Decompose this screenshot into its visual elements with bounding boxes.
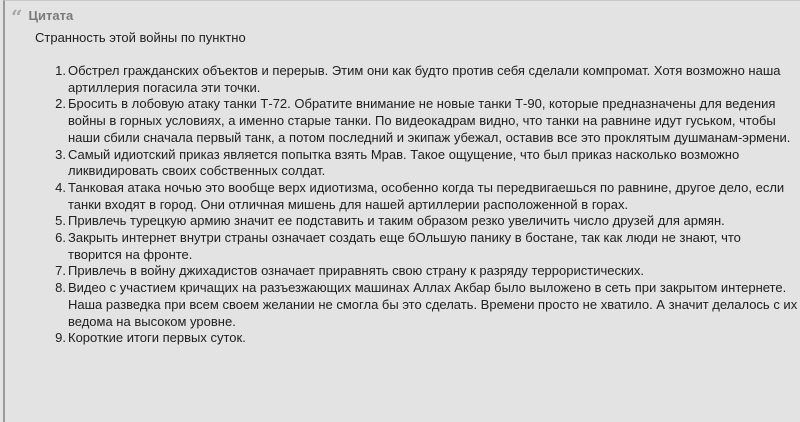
quote-intro: Странность этой войны по пунктно	[35, 30, 246, 45]
item-number: 7.	[55, 263, 66, 279]
item-number: 6.	[55, 230, 66, 246]
item-text: Короткие итоги первых суток.	[68, 330, 246, 346]
list-item	[55, 330, 798, 347]
item-text: Бросить в лобовую атаку танки Т-72. Обратите внимание не новые танки Т-90, которые предназначены для ведения войны в горных условиях, а именно старые танки. По видеокадрам видно, что танки на равнине идут гуськом, чтобы наши сбили сначала первый танк, а потом последний и экипаж убежал, оставив все это проклятым душманам-эрмени.	[68, 96, 791, 145]
quote-mark-icon: “	[11, 5, 21, 29]
quote-header	[11, 5, 74, 29]
list-item	[55, 230, 798, 263]
list-item	[55, 263, 798, 280]
item-number: 2.	[55, 96, 66, 112]
item-text: Самый идиотский приказ является попытка взять Мрав. Такое ощущение, что был приказ насколько возможно ликвидировать своих собственных солдат.	[68, 146, 740, 179]
item-text: Обстрел гражданских объектов и перерыв. Этим они как будто против себя сделали компромат. Хотя возможно наша артиллерия погасила эти точки.	[68, 63, 781, 95]
list-item	[55, 63, 798, 96]
item-number: 4.	[55, 179, 66, 195]
quote-title: Цитата	[28, 7, 74, 23]
points-list	[55, 63, 798, 347]
list-item	[55, 96, 798, 146]
list-item	[55, 146, 798, 180]
item-text: Видео с участием кричащих на разъезжающих машинах Аллах Акбар было выложено в сеть при закрытом интернете. Наша разведка при всем своем желании не смогла бы это сделать. Времени просто не хватило. А значит делалось с их ведома на высоком уровне.	[68, 280, 798, 329]
item-number: 1.	[55, 63, 66, 78]
item-number: 8.	[55, 280, 66, 296]
item-text: Привлечь турецкую армию значит ее подставить и таким образом резко увеличить число друзей для армян.	[68, 213, 725, 229]
item-number: 9.	[55, 330, 66, 346]
list-item	[55, 179, 798, 213]
item-number: 3.	[55, 146, 66, 162]
item-text: Закрыть интернет внутри страны означает создать еще бОльшую панику в бостане, так как люди не знают, что творится на фронте.	[68, 230, 741, 262]
quote-block	[3, 0, 800, 422]
list-item	[55, 280, 798, 330]
list-item	[55, 213, 798, 230]
item-number: 5.	[55, 213, 66, 229]
item-text: Танковая атака ночью это вообще верх идиотизма, особенно когда ты передвигаешься по равнине, другое дело, если танки входят в город. Они отличная мишень для нашей артиллерии расположенной в горах.	[68, 179, 785, 212]
item-text: Привлечь в войну джихадистов означает приравнять свою страну к разряду террористических.	[68, 263, 645, 279]
